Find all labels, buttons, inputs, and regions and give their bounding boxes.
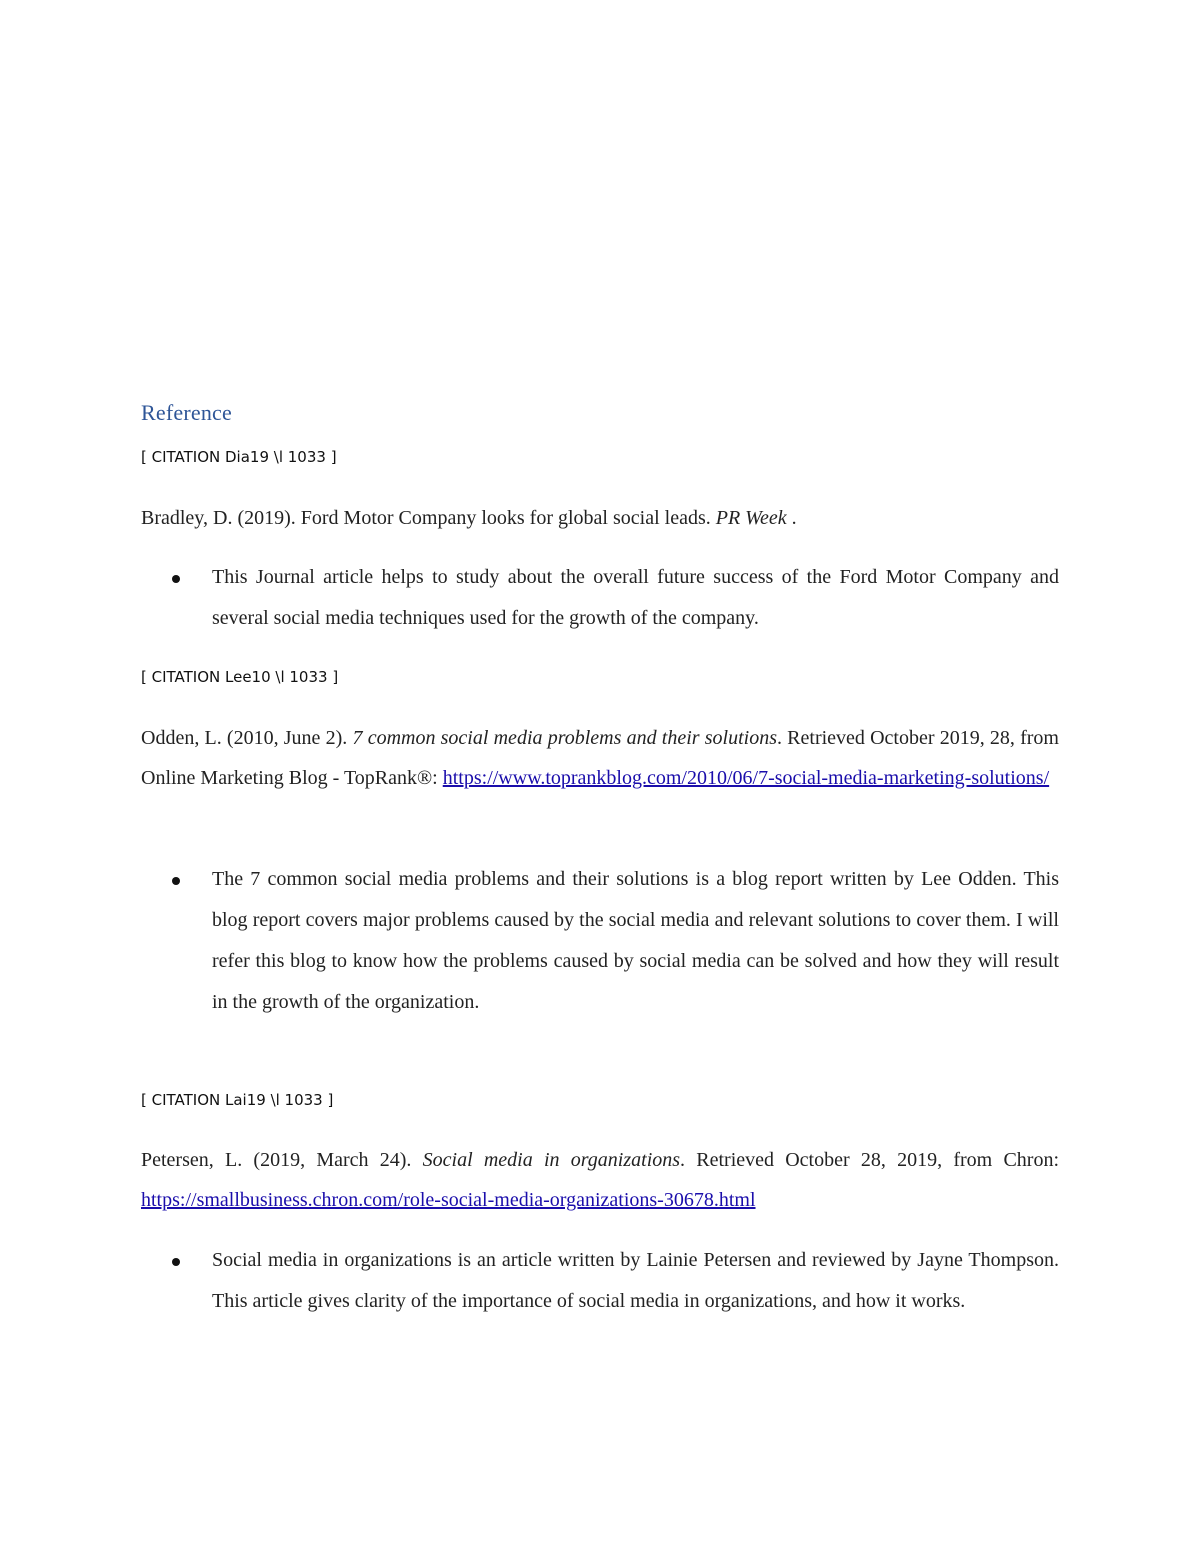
reference-entry-odden xyxy=(141,718,1059,798)
reference-text: Petersen, L. (2019, March 24). xyxy=(141,1149,423,1171)
reference-heading: Reference xyxy=(141,400,232,425)
citation-field-dia19: [ CITATION Dia19 \l 1033 ] xyxy=(141,448,337,466)
annotation-bullet: The 7 common social media problems and their solutions is a blog report written by Lee Odden. This blog report covers major problems caused by the social media and relevant solutions to cover them. I will refer this blog to know how the problems caused by social media can be solved and how they will result in the growth of the organization. xyxy=(212,868,1059,1013)
bullet-icon xyxy=(172,575,180,583)
reference-text-end: . Retrieved October 2019, 28, from Online Marketing Blog - TopRank®: xyxy=(141,727,1059,789)
reference-url-link[interactable]: https://www.toprankblog.com/2010/06/7-social-media-marketing-solutions/ xyxy=(442,767,1050,789)
citation-field-lai19: [ CITATION Lai19 \l 1033 ] xyxy=(141,1091,334,1109)
reference-entry-petersen xyxy=(141,1140,1059,1220)
reference-text-end: . xyxy=(786,507,797,529)
reference-source-title: 7 common social media problems and their solutions xyxy=(352,727,777,749)
annotation-bullet: This Journal article helps to study about the overall future success of the Ford Motor Company and several social media techniques used for the growth of the company. xyxy=(212,566,1059,629)
reference-url-link[interactable]: https://smallbusiness.chron.com/role-social-media-organizations-30678.html xyxy=(141,1189,756,1211)
bullet-icon xyxy=(172,877,180,885)
reference-text: Odden, L. (2010, June 2). xyxy=(141,727,353,749)
citation-field-lee10: [ CITATION Lee10 \l 1033 ] xyxy=(141,668,339,686)
reference-source-title: PR Week xyxy=(715,507,787,529)
annotation-bullet: Social media in organizations is an article written by Lainie Petersen and reviewed by Jayne Thompson. This article gives clarity of the importance of social media in organizations, and how it works. xyxy=(212,1249,1059,1312)
reference-entry-bradley xyxy=(141,498,1059,538)
reference-text-end: . Retrieved October 28, 2019, from Chron: xyxy=(680,1149,1059,1171)
bullet-icon xyxy=(172,1258,180,1266)
reference-text: Bradley, D. (2019). Ford Motor Company looks for global social leads. xyxy=(141,507,716,529)
reference-source-title: Social media in organizations xyxy=(422,1149,681,1171)
